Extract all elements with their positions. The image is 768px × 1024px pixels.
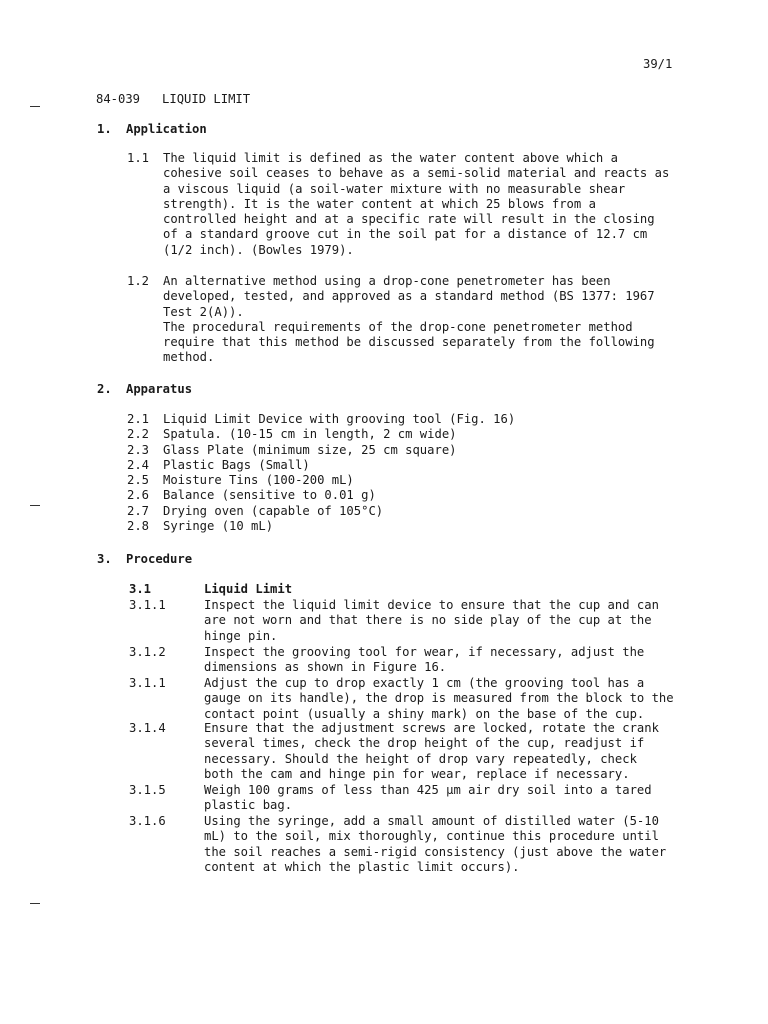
apparatus-item: Glass Plate (minimum size, 25 cm square) <box>163 442 457 457</box>
margin-mark <box>30 903 40 904</box>
text-line: necessary. Should the height of drop vary repeatedly, check <box>204 751 637 766</box>
text-line: Adjust the cup to drop exactly 1 cm (the grooving tool has a <box>204 676 645 690</box>
step-number: 3.1.6 <box>129 814 166 828</box>
apparatus-item: Plastic Bags (Small) <box>163 457 310 472</box>
step-number: 3.1.5 <box>129 783 166 797</box>
apparatus-item-number: 2.2 <box>127 427 150 442</box>
text-line: several times, check the drop height of the cup, readjust if <box>204 736 645 751</box>
text-line: Test 2(A)). <box>163 304 244 319</box>
document-title: 84-039 LIQUID LIMIT <box>96 92 251 106</box>
paragraph-1-1-number: 1.1 <box>127 151 150 165</box>
text-line: cohesive soil ceases to behave as a semi-solid material and reacts as <box>163 166 670 181</box>
paragraph-1-2 <box>163 274 655 366</box>
text-line: dimensions as shown in Figure 16. <box>204 660 447 675</box>
apparatus-item: Balance (sensitive to 0.01 g) <box>163 488 376 503</box>
apparatus-item-number: 2.7 <box>127 503 150 518</box>
subsection-3-1-heading: Liquid Limit <box>204 582 293 596</box>
text-line: hinge pin. <box>204 628 278 643</box>
step-number: 3.1.1 <box>129 676 166 690</box>
text-line: a viscous liquid (a soil-water mixture with no measurable shear <box>163 181 626 196</box>
text-line: The liquid limit is defined as the water content above which a <box>163 151 618 165</box>
apparatus-item: Liquid Limit Device with grooving tool (Fig. 16) <box>163 412 516 426</box>
apparatus-item: Syringe (10 mL) <box>163 519 274 534</box>
section-3-heading: Procedure <box>126 552 193 566</box>
text-line: of a standard groove cut in the soil pat for a distance of 12.7 cm <box>163 227 648 242</box>
section-1-number: 1. <box>97 122 112 136</box>
text-line: the soil reaches a semi-rigid consistency (just above the water <box>204 844 667 859</box>
apparatus-list <box>163 412 515 534</box>
paragraph-1-1 <box>163 151 669 258</box>
text-line: Ensure that the adjustment screws are locked, rotate the crank <box>204 721 659 735</box>
apparatus-item: Spatula. (10-15 cm in length, 2 cm wide) <box>163 427 457 442</box>
apparatus-item-number: 2.4 <box>127 457 150 472</box>
step-number: 3.1.4 <box>129 721 166 735</box>
text-line: Inspect the grooving tool for wear, if necessary, adjust the <box>204 645 645 659</box>
text-line: require that this method be discussed separately from the following <box>163 335 655 350</box>
text-line: (1/2 inch). (Bowles 1979). <box>163 242 354 257</box>
step-text <box>204 676 674 722</box>
text-line: controlled height and at a specific rate will result in the closing <box>163 212 655 227</box>
apparatus-item-number: 2.8 <box>127 519 150 534</box>
text-line: content at which the plastic limit occurs). <box>204 859 520 874</box>
apparatus-item-number: 2.3 <box>127 442 150 457</box>
text-line: contact point (usually a shiny mark) on the base of the cup. <box>204 706 645 721</box>
text-line: developed, tested, and approved as a standard method (BS 1377: 1967 <box>163 289 655 304</box>
page-number: 39/1 <box>643 57 673 71</box>
text-line: both the cam and hinge pin for wear, replace if necessary. <box>204 766 630 781</box>
apparatus-item: Drying oven (capable of 105°C) <box>163 503 384 518</box>
step-text <box>204 783 652 814</box>
text-line: An alternative method using a drop-cone penetrometer has been <box>163 274 611 288</box>
text-line: plastic bag. <box>204 798 293 813</box>
apparatus-item: Moisture Tins (100-200 mL) <box>163 473 354 488</box>
step-text <box>204 598 659 644</box>
apparatus-item-number: 2.1 <box>127 412 150 426</box>
section-3-number: 3. <box>97 552 112 566</box>
step-text <box>204 721 659 782</box>
text-line: are not worn and that there is no side play of the cup at the <box>204 613 652 628</box>
step-text <box>204 814 666 875</box>
text-line: The procedural requirements of the drop-cone penetrometer method <box>163 319 633 334</box>
section-2-heading: Apparatus <box>126 382 193 396</box>
apparatus-numbers <box>127 412 149 534</box>
margin-mark <box>30 505 40 506</box>
text-line: gauge on its handle), the drop is measured from the block to the <box>204 691 674 706</box>
step-number: 3.1.1 <box>129 598 166 612</box>
subsection-3-1-number: 3.1 <box>129 582 152 596</box>
section-1-heading: Application <box>126 122 207 136</box>
step-number: 3.1.2 <box>129 645 166 659</box>
text-line: Weigh 100 grams of less than 425 μm air dry soil into a tared <box>204 783 652 797</box>
section-2-number: 2. <box>97 382 112 396</box>
step-text <box>204 645 644 676</box>
text-line: strength). It is the water content at which 25 blows from a <box>163 196 596 211</box>
margin-mark <box>30 106 40 107</box>
text-line: Inspect the liquid limit device to ensure that the cup and can <box>204 598 659 612</box>
text-line: method. <box>163 350 215 365</box>
text-line: Using the syringe, add a small amount of distilled water (5-10 <box>204 814 659 828</box>
text-line: mL) to the soil, mix thoroughly, continue this procedure until <box>204 829 659 844</box>
apparatus-item-number: 2.5 <box>127 473 150 488</box>
paragraph-1-2-number: 1.2 <box>127 274 150 288</box>
apparatus-item-number: 2.6 <box>127 488 150 503</box>
